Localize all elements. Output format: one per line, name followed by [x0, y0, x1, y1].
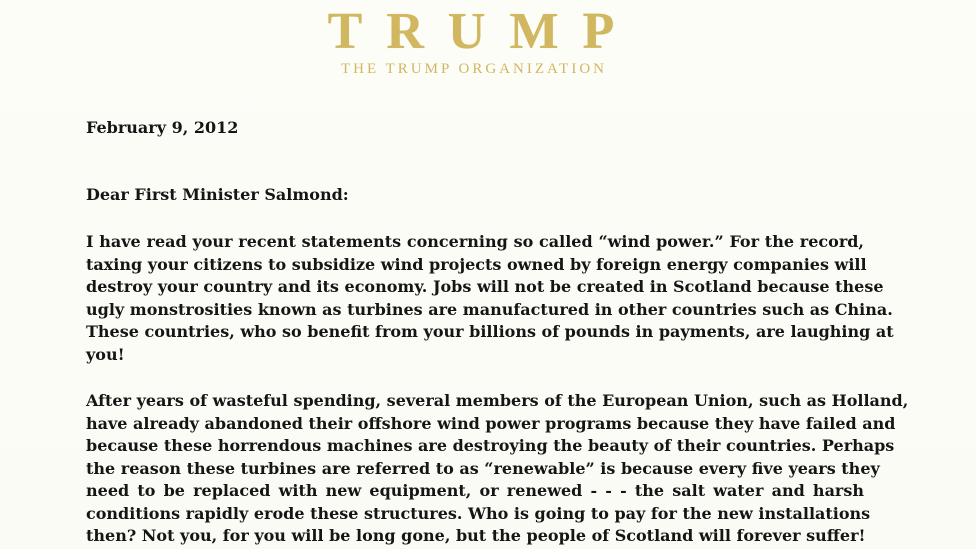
letterhead-organization: THE TRUMP ORGANIZATION [341, 61, 607, 77]
paragraph-2-line-7: then? Not you, for you will be long gone, but the people of Scotland will forever suffer! [86, 526, 866, 545]
paragraph-1-line-2: taxing your citizens to subsidize wind projects owned by foreign energy companies will [86, 254, 867, 274]
letterhead [298, 3, 650, 78]
paragraph-2-line-2: have already abandoned their offshore wind power programs because they have failed and [86, 413, 896, 433]
letter-date: February 9, 2012 [86, 118, 239, 137]
paragraph-1-line-1: I have read your recent statements concerning so called “wind power.” For the record, [86, 232, 864, 251]
paragraph-2-line-5: need to be replaced with new equipment, or renewed - - - the salt water and harsh [86, 481, 864, 500]
paragraph-1-line-5: These countries, who so benefit from your billions of pounds in payments, are laughing at [86, 322, 894, 341]
letter-paragraph-1 [86, 231, 894, 366]
paragraph-2-line-6: conditions rapidly erode these structures. Who is going to pay for the new installations [86, 503, 871, 523]
paragraph-1-line-4: ugly monstrosities known as turbines are manufactured in other countries such as China. [86, 299, 893, 319]
paragraph-1-line-3: destroy your country and its economy. Jobs will not be created in Scotland because these [86, 277, 884, 296]
paragraph-2-line-3: because these horrendous machines are destroying the beauty of their countries. Perhaps [86, 436, 895, 455]
paragraph-2-line-1: After years of wasteful spending, several members of the European Union, such as Holland, [86, 391, 909, 410]
letterhead-brand: TRUMP [327, 3, 639, 60]
paragraph-1-line-6: you! [86, 344, 125, 364]
letter-paragraph-2 [86, 390, 909, 548]
paragraph-2-line-4: the reason these turbines are referred to as “renewable” is because every five years they [86, 458, 880, 478]
letter-salutation: Dear First Minister Salmond: [86, 185, 349, 204]
